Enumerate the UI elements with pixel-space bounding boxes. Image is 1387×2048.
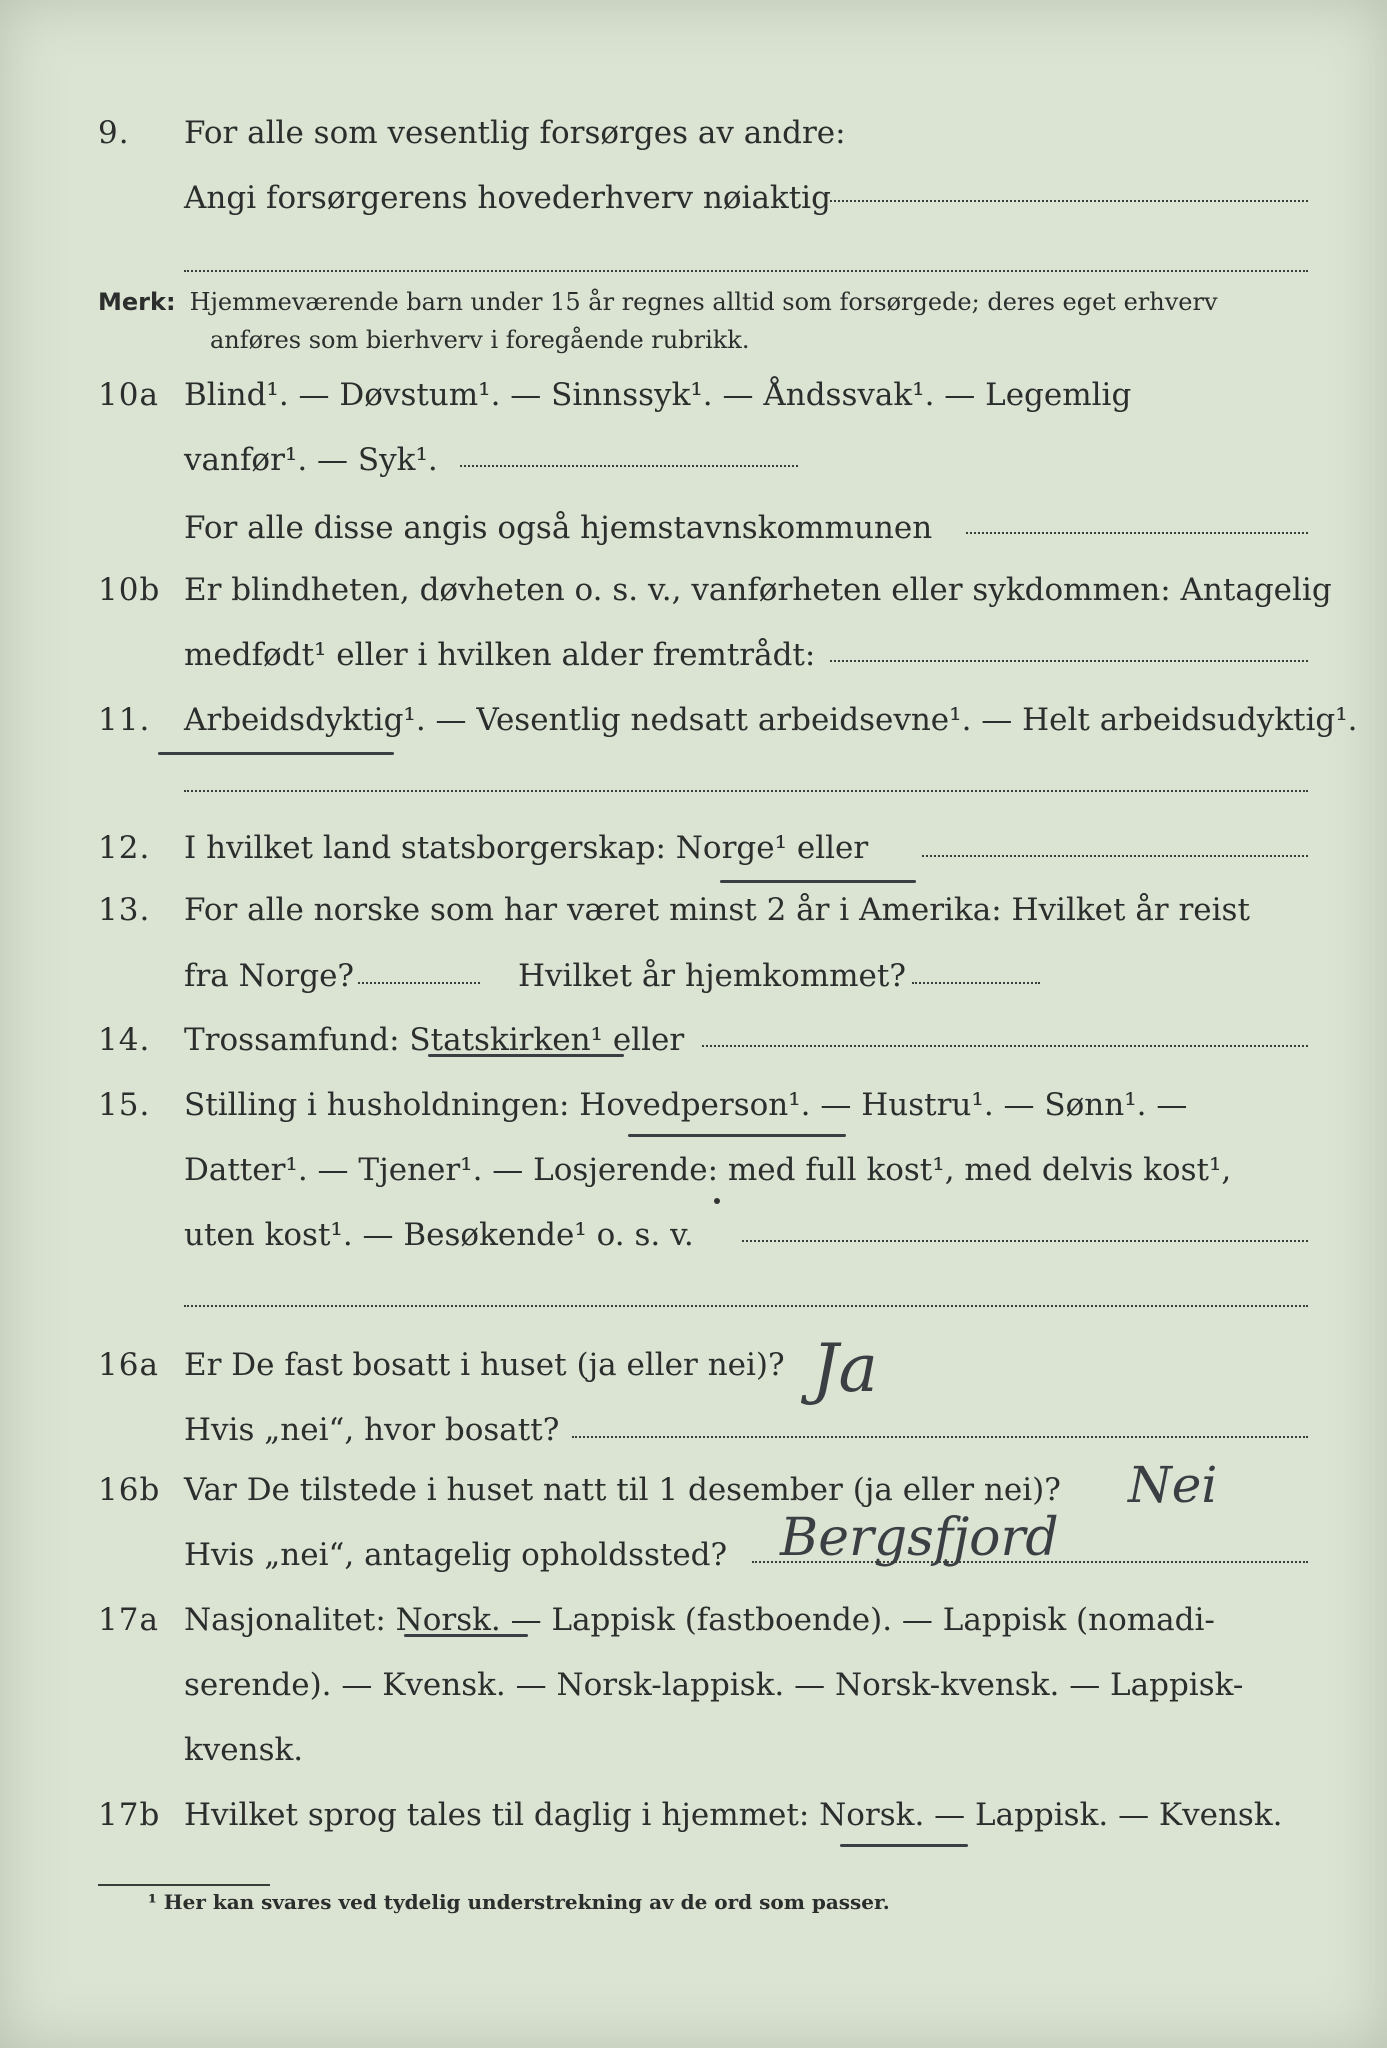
- underline-mark: [840, 1844, 968, 1847]
- underline-mark: [428, 1054, 624, 1057]
- item-text: Hvilket sprog tales til daglig i hjemmet: Norsk. — Lappisk. — Kvensk.: [184, 1797, 1283, 1833]
- footnote: ¹ Her kan svares ved tydelig understrekning av de ord som passer.: [148, 1890, 890, 1914]
- item-text: vanfør¹. — Syk¹.: [184, 442, 438, 478]
- handwritten-place: Bergsfjord: [780, 1508, 1059, 1568]
- item-text: medfødt¹ eller i hvilken alder fremtrådt:: [184, 637, 816, 673]
- note-merk: [98, 283, 1318, 359]
- answer-line[interactable]: [702, 1045, 1308, 1047]
- item-number: 16a: [98, 1347, 159, 1383]
- handwritten-answer: Nei: [1128, 1456, 1218, 1514]
- item-text: Blind¹. — Døvstum¹. — Sinnssyk¹. — Åndssvak¹. — Legemlig: [184, 377, 1132, 413]
- item-text: Datter¹. — Tjener¹. — Losjerende: med full kost¹, med delvis kost¹,: [184, 1152, 1232, 1188]
- handwritten-answer: Ja: [812, 1330, 878, 1407]
- item-text: Var De tilstede i huset natt til 1 desember (ja eller nei)?: [184, 1472, 1061, 1508]
- footnote-divider: [98, 1884, 270, 1886]
- answer-line[interactable]: [922, 855, 1308, 857]
- answer-line[interactable]: [184, 1305, 1308, 1307]
- item-text: For alle norske som har været minst 2 år i Amerika: Hvilket år reist: [184, 892, 1250, 928]
- answer-line[interactable]: [830, 660, 1308, 662]
- underline-mark: [628, 1134, 846, 1137]
- note-text: anføres som bierhverv i foregående rubrikk.: [210, 326, 750, 354]
- item-text: For alle disse angis også hjemstavnskommunen: [184, 510, 933, 546]
- item-text: fra Norge?: [184, 958, 355, 994]
- item-text: For alle som vesentlig forsørges av andre:: [184, 115, 846, 151]
- item-number: 14.: [98, 1022, 151, 1058]
- answer-line[interactable]: [742, 1240, 1308, 1242]
- item-number: 10a: [98, 377, 159, 413]
- item-text: I hvilket land statsborgerskap: Norge¹ eller: [184, 830, 869, 866]
- item-text: Er blindheten, døvheten o. s. v., vanførheten eller sykdommen: Antagelig: [184, 572, 1332, 608]
- item-text: Stilling i husholdningen: Hovedperson¹. — Hustru¹. — Sønn¹. —: [184, 1087, 1188, 1123]
- answer-line[interactable]: [460, 465, 798, 467]
- item-text: Arbeidsdyktig¹. — Vesentlig nedsatt arbeidsevne¹. — Helt arbeidsudyktig¹.: [184, 702, 1358, 738]
- underline-mark: [404, 1634, 528, 1637]
- item-text: serende). — Kvensk. — Norsk-lappisk. — Norsk-kvensk. — Lappisk-: [184, 1667, 1244, 1703]
- item-text: uten kost¹. — Besøkende¹ o. s. v.: [184, 1217, 694, 1253]
- item-text: kvensk.: [184, 1732, 304, 1768]
- answer-line[interactable]: [830, 200, 1308, 202]
- item-text: Trossamfund: Statskirken¹ eller: [184, 1022, 685, 1058]
- item-text: Nasjonalitet: Norsk. — Lappisk (fastboende). — Lappisk (nomadi-: [184, 1602, 1215, 1638]
- answer-line[interactable]: [184, 790, 1308, 792]
- answer-line[interactable]: [752, 1561, 1308, 1563]
- note-text: Hjemmeværende barn under 15 år regnes alltid som forsørgede; deres eget erhverv: [189, 288, 1218, 316]
- answer-line[interactable]: [912, 982, 1040, 984]
- answer-line[interactable]: [358, 982, 480, 984]
- item-text: Er De fast bosatt i huset (ja eller nei)?: [184, 1347, 785, 1383]
- item-number: 15.: [98, 1087, 151, 1123]
- item-number: 11.: [98, 702, 151, 738]
- item-number: 12.: [98, 830, 151, 866]
- item-number: 16b: [98, 1472, 161, 1508]
- item-text: Angi forsørgerens hovederhverv nøiaktig: [184, 180, 831, 216]
- answer-line[interactable]: [572, 1436, 1308, 1438]
- item-number: 17b: [98, 1797, 161, 1833]
- ink-dot: [714, 1198, 720, 1204]
- answer-line[interactable]: [966, 532, 1308, 534]
- item-number: 13.: [98, 892, 151, 928]
- item-number: 9.: [98, 115, 130, 151]
- item-number: 17a: [98, 1602, 159, 1638]
- note-label: Merk:: [98, 288, 176, 316]
- item-text: Hvis „nei“, hvor bosatt?: [184, 1412, 560, 1448]
- item-text: Hvilket år hjemkommet?: [518, 958, 906, 994]
- answer-line[interactable]: [184, 270, 1308, 272]
- item-number: 10b: [98, 572, 161, 608]
- underline-mark: [158, 752, 394, 755]
- item-text: Hvis „nei“, antagelig opholdssted?: [184, 1537, 728, 1573]
